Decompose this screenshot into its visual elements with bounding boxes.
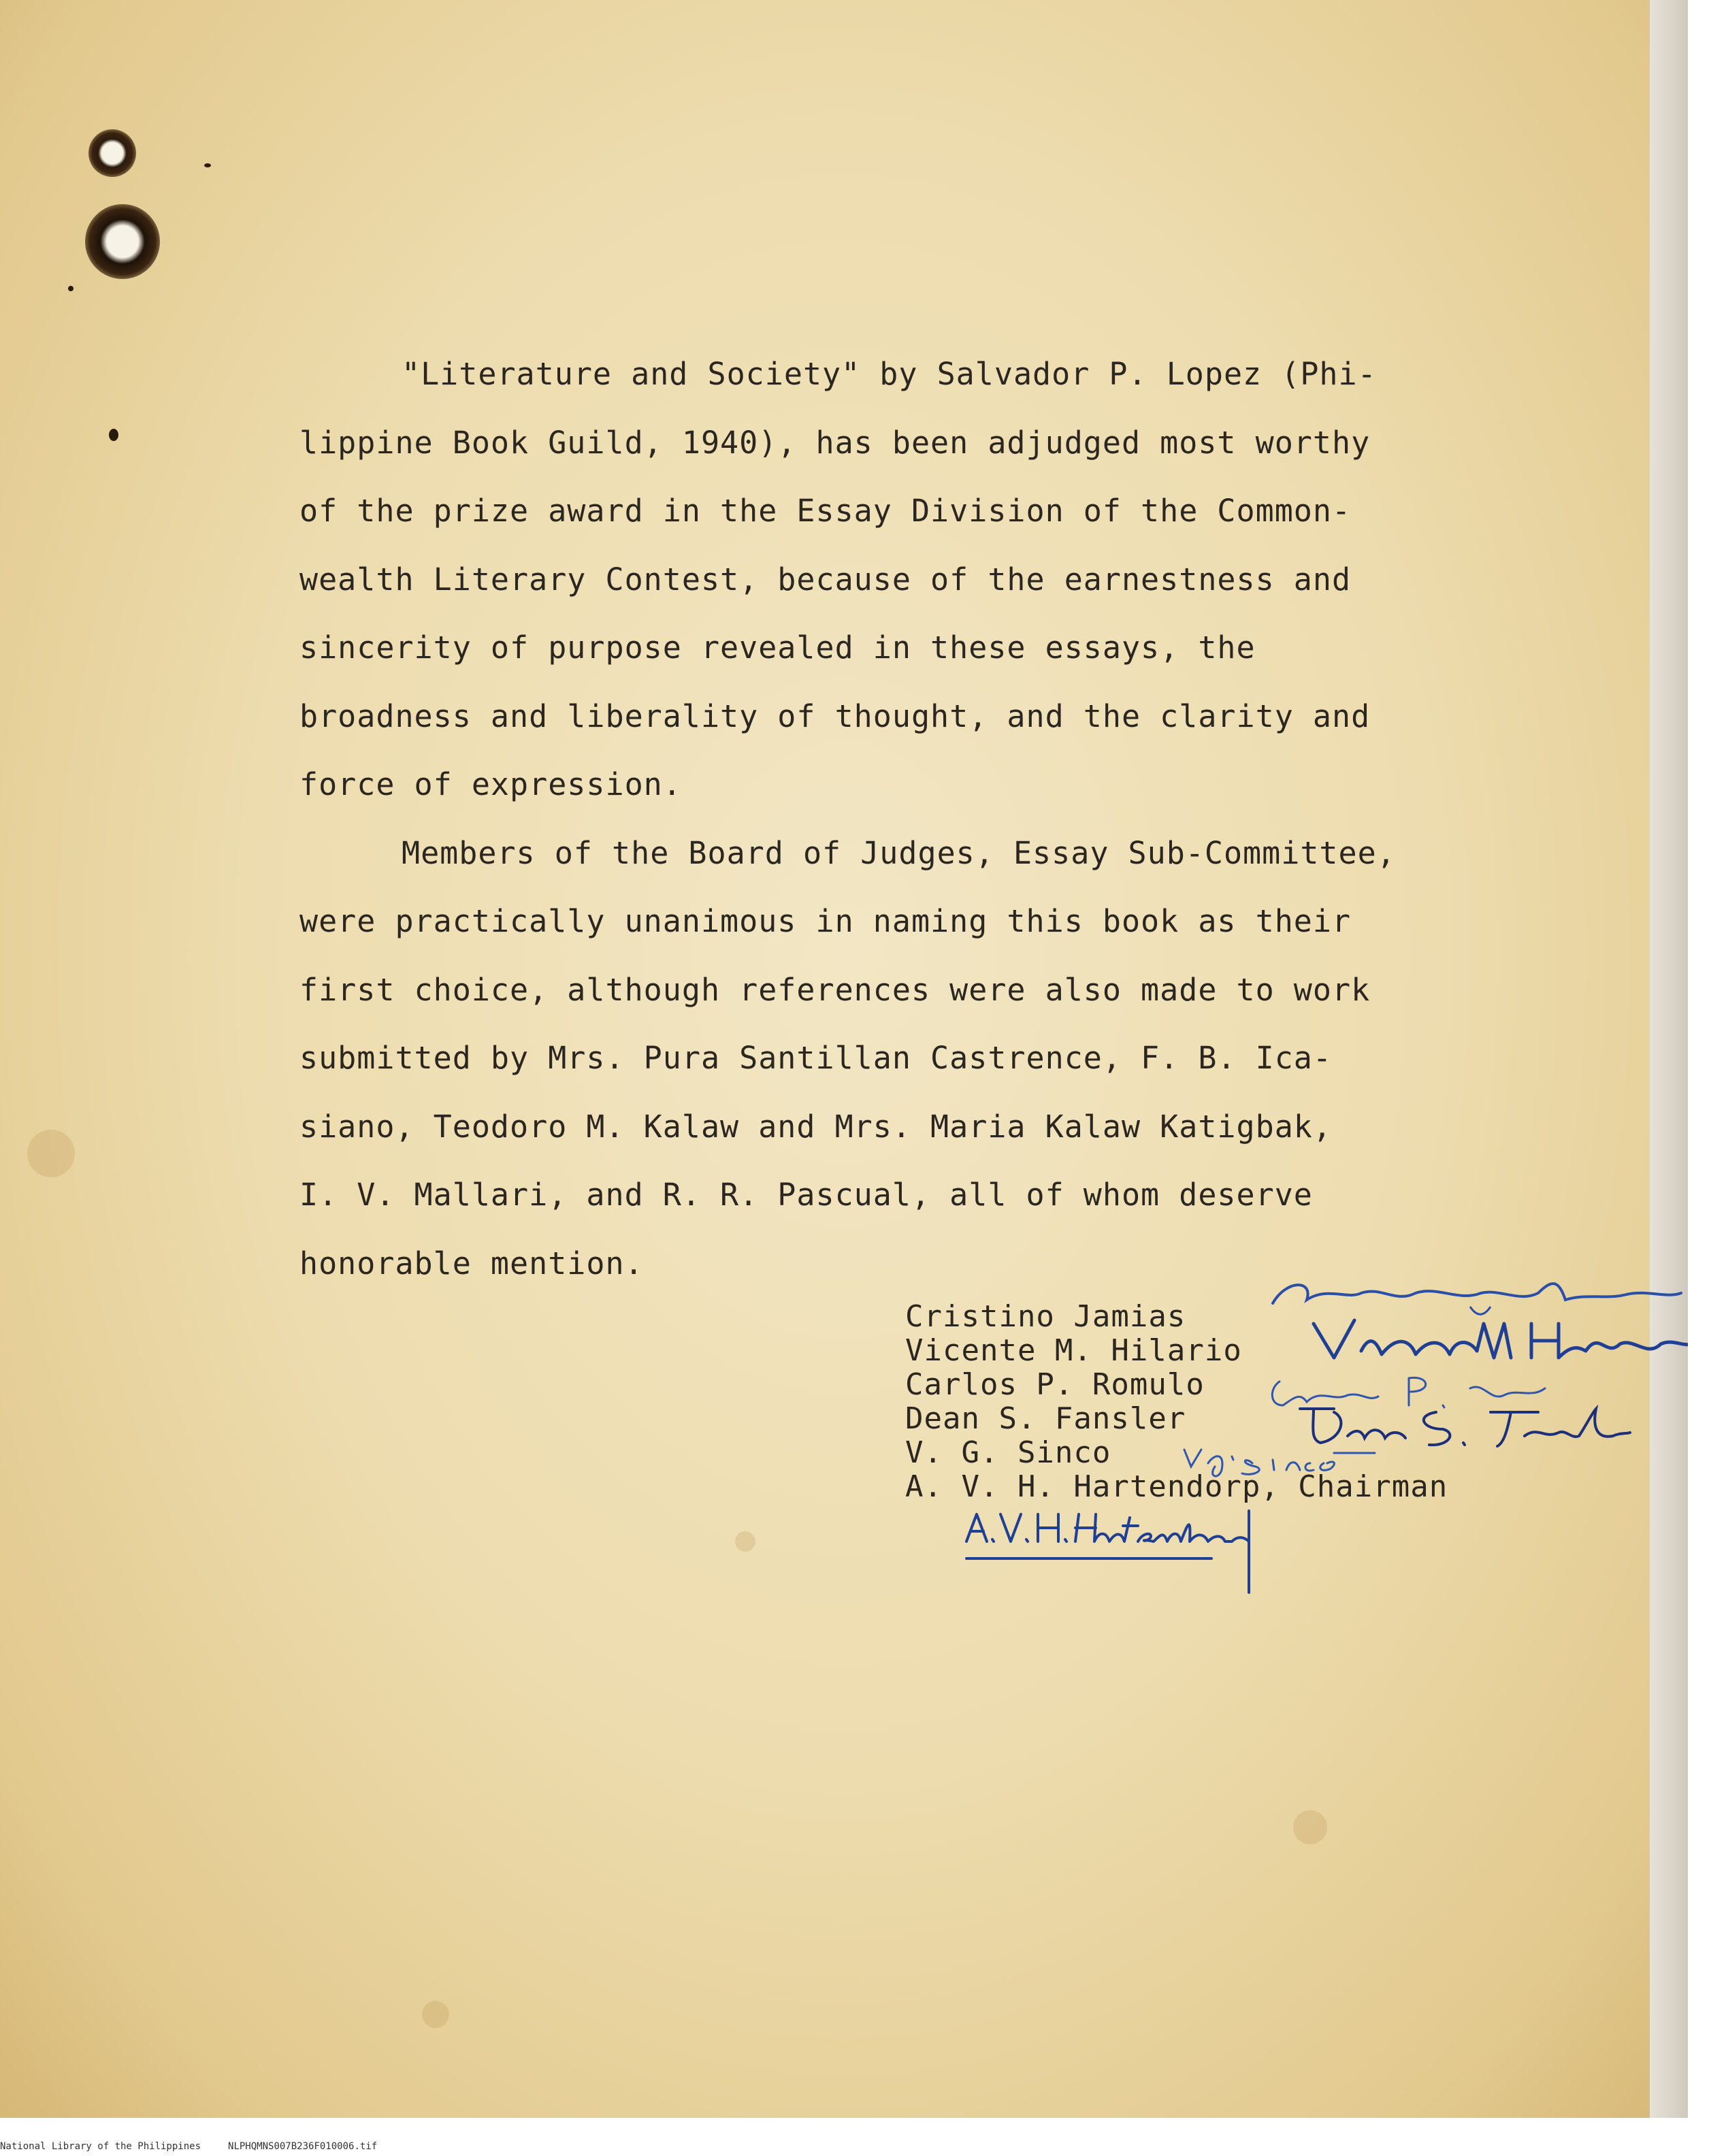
- text-line: were practically unanimous in naming this book as their: [299, 903, 1352, 939]
- text-line: siano, Teodoro M. Kalaw and Mrs. Maria Kalaw Katigbak,: [299, 1108, 1332, 1145]
- text-line: sincerity of purpose revealed in these essays, the: [299, 630, 1256, 666]
- signature-hilario: [1307, 1310, 1688, 1371]
- text-line: first choice, although references were also made to work: [299, 971, 1371, 1008]
- ink-speck: [204, 163, 211, 167]
- footer-institution: National Library of the Philippines: [0, 2141, 201, 2152]
- text-line: of the prize award in the Essay Division of the Common-: [299, 493, 1352, 529]
- paper-stain: [1293, 1810, 1327, 1844]
- text-line: lippine Book Guild, 1940), has been adjudged most worthy: [299, 424, 1371, 461]
- text-line: Members of the Board of Judges, Essay Sub-Committee,: [402, 834, 1396, 871]
- paper-stain: [422, 2001, 449, 2028]
- paragraph-judges: [299, 819, 1511, 1298]
- burn-hole: [85, 204, 160, 279]
- judge-name: A. V. H. Hartendorp, Chairman: [905, 1469, 1448, 1504]
- burn-hole: [88, 129, 136, 177]
- paper-stain: [735, 1531, 755, 1552]
- judge-name: V. G. Sinco: [905, 1435, 1111, 1470]
- scan-footer: [0, 2137, 1726, 2156]
- judge-name: Carlos P. Romulo: [905, 1367, 1205, 1402]
- ink-speck: [109, 429, 118, 441]
- text-line: wealth Literary Contest, because of the earnestness and: [299, 561, 1352, 598]
- judge-name: Vicente M. Hilario: [905, 1333, 1242, 1368]
- judge-name: Cristino Jamias: [905, 1299, 1186, 1334]
- signature-hartendorp: [960, 1504, 1280, 1620]
- text-line: broadness and liberality of thought, and the clarity and: [299, 698, 1371, 734]
- text-line: "Literature and Society" by Salvador P. Lopez (Phi-: [402, 356, 1377, 392]
- ink-speck: [68, 286, 74, 291]
- paper-stain: [27, 1130, 75, 1177]
- footer-file-id: NLPHQMNS007B236F010006.tif: [228, 2141, 378, 2152]
- paragraph-award: [299, 340, 1511, 819]
- text-line: force of expression.: [299, 766, 682, 802]
- signature-sinco: [1177, 1436, 1382, 1484]
- text-line: submitted by Mrs. Pura Santillan Castrence, F. B. Ica-: [299, 1040, 1332, 1076]
- text-line: honorable mention.: [299, 1245, 644, 1281]
- scan-edge: [1650, 0, 1688, 2118]
- judge-name: Dean S. Fansler: [905, 1401, 1186, 1436]
- typed-text: [299, 340, 1511, 1298]
- text-line: I. V. Mallari, and R. R. Pascual, all of whom deserve: [299, 1177, 1313, 1213]
